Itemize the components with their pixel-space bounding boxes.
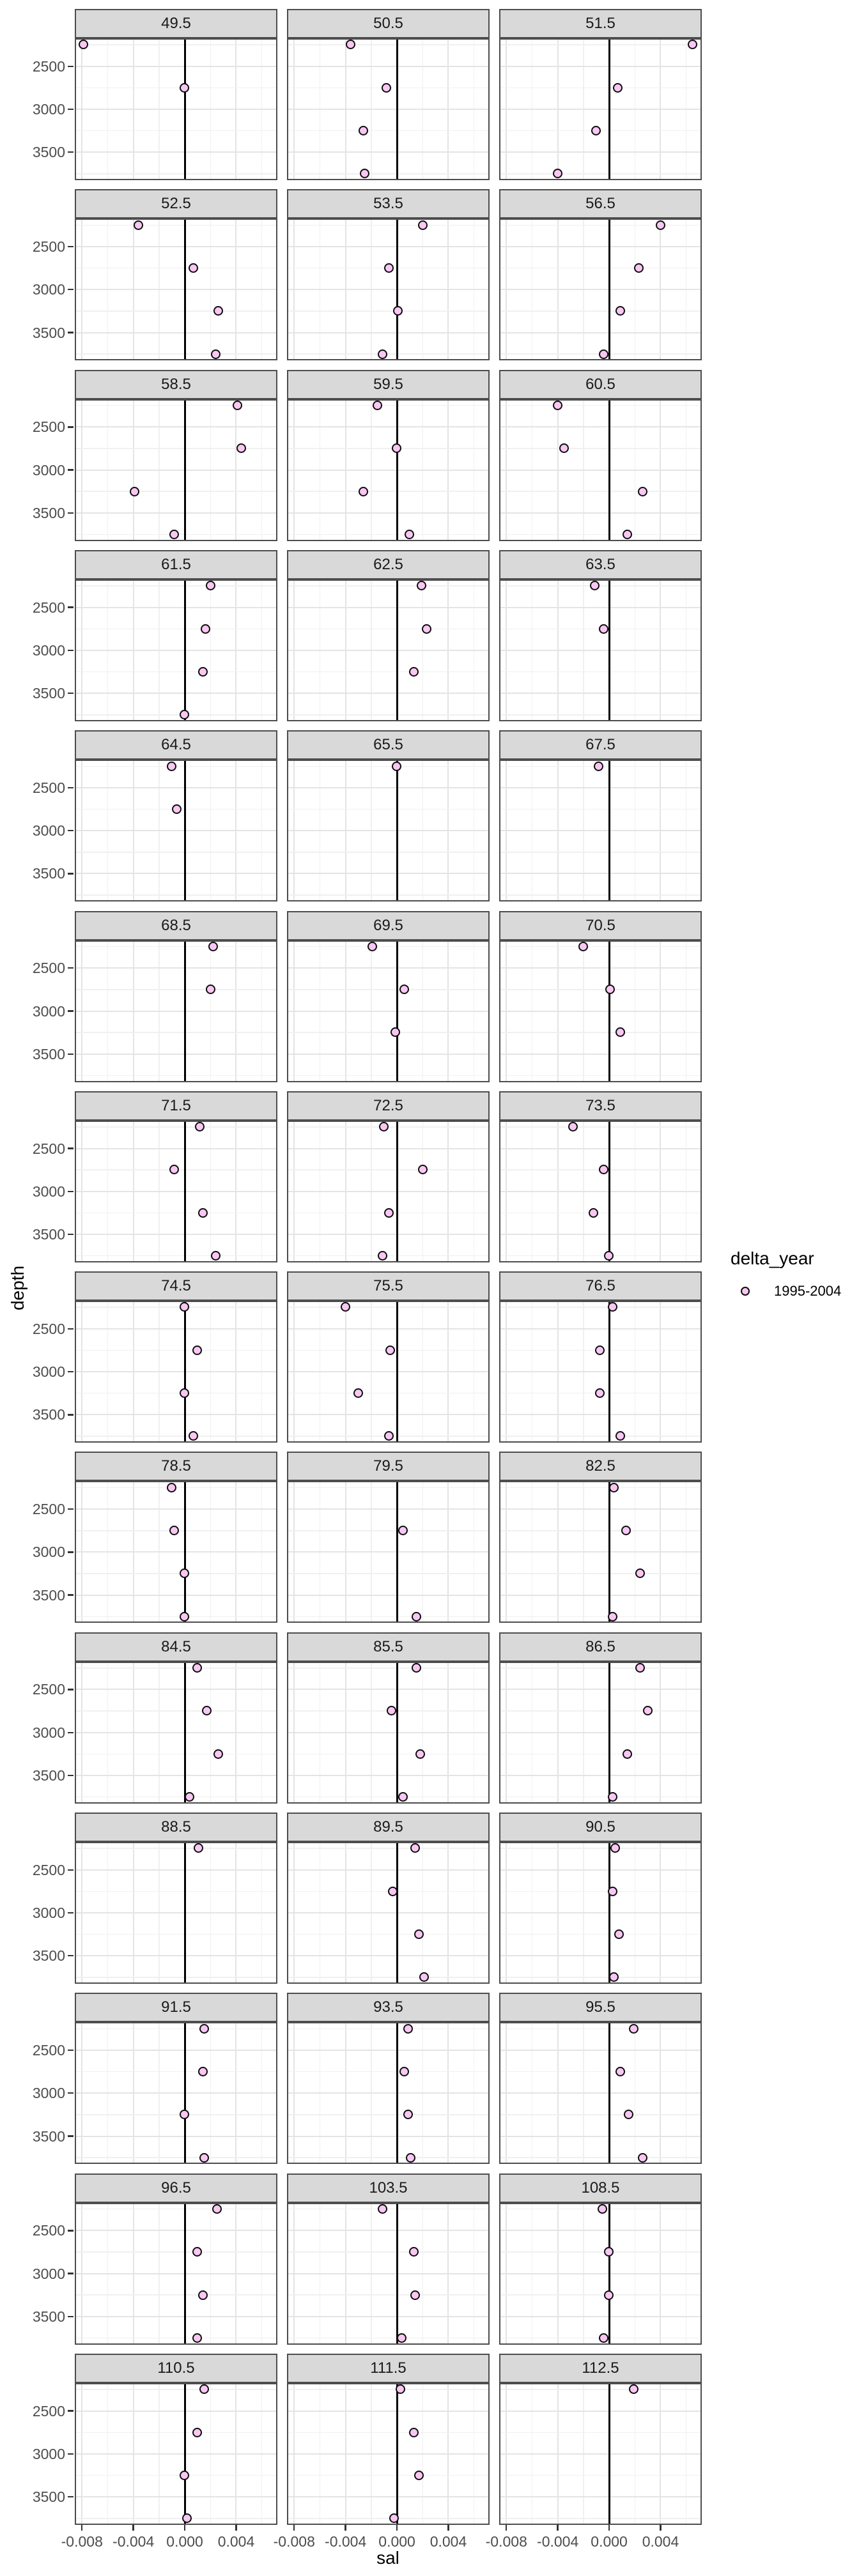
- y-tick-label: 3000: [32, 2445, 65, 2462]
- x-tick-label: 0.004: [217, 2533, 255, 2550]
- facet-strip-label: 111.5: [370, 2359, 406, 2377]
- x-tick-label: -0.004: [537, 2533, 579, 2550]
- x-tick-mark: [506, 2525, 507, 2531]
- y-tick-label: 2500: [32, 960, 65, 977]
- y-tick-label: 3500: [32, 2308, 65, 2325]
- y-tick-mark: [68, 830, 74, 831]
- facet-panel-border: [75, 218, 277, 360]
- facet-strip: [287, 1813, 490, 1842]
- facet-panel-border: [75, 2203, 277, 2345]
- y-tick-mark: [68, 426, 74, 427]
- facet-strip: [499, 1993, 702, 2022]
- facet-panel: [287, 2022, 490, 2164]
- y-tick-label: 3500: [32, 1586, 65, 1604]
- facet-panel: [499, 760, 702, 901]
- y-tick-label: 3500: [32, 685, 65, 702]
- facet-strip-label: 68.5: [161, 916, 191, 934]
- y-tick-label: 3000: [32, 1544, 65, 1561]
- facet-strip: [75, 730, 277, 760]
- facet-strip-label: 84.5: [161, 1637, 191, 1655]
- facet-strip-label: 51.5: [585, 15, 615, 32]
- legend-item-label: 1995-2004: [774, 1283, 842, 1299]
- facet-panel-border: [287, 1481, 490, 1623]
- y-tick-mark: [68, 1732, 74, 1733]
- facet-strip: [75, 1632, 277, 1662]
- y-tick-label: 2500: [32, 1320, 65, 1337]
- y-tick-label: 2500: [32, 238, 65, 256]
- facet-strip-label: 103.5: [369, 2179, 408, 2196]
- y-tick-label: 3000: [32, 1363, 65, 1381]
- y-tick-mark: [68, 246, 74, 247]
- facet-strip-label: 67.5: [585, 736, 615, 754]
- facet-strip: [287, 1452, 490, 1481]
- facet-panel-border: [75, 1481, 277, 1623]
- x-axis-title: sal: [376, 2548, 399, 2568]
- y-tick-label: 3000: [32, 641, 65, 659]
- facet-strip: [287, 1271, 490, 1301]
- facet-panel-border: [287, 940, 490, 1082]
- facet-panel: [75, 2203, 277, 2345]
- x-tick-label: -0.004: [112, 2533, 155, 2550]
- y-tick-label: 2500: [32, 1861, 65, 1878]
- facet-strip: [287, 911, 490, 940]
- facet-panel: [287, 38, 490, 180]
- facet-strip-label: 52.5: [161, 195, 191, 213]
- facet-panel-border: [499, 2022, 702, 2164]
- facet-panel: [75, 940, 277, 1082]
- y-tick-mark: [68, 151, 74, 153]
- facet-panel: [75, 579, 277, 721]
- y-tick-mark: [68, 289, 74, 290]
- facet-strip-label: 89.5: [373, 1818, 403, 1836]
- facet-strip-label: 64.5: [161, 736, 191, 754]
- facet-panel-border: [287, 760, 490, 901]
- x-tick-mark: [81, 2525, 82, 2531]
- facet-panel-border: [75, 399, 277, 541]
- y-tick-label: 3500: [32, 1045, 65, 1062]
- facet-panel: [499, 1301, 702, 1443]
- y-tick-label: 3500: [32, 1406, 65, 1423]
- facet-panel: [287, 579, 490, 721]
- facet-panel: [499, 1842, 702, 1984]
- facet-panel-border: [75, 1662, 277, 1804]
- facet-strip-label: 73.5: [585, 1096, 615, 1114]
- facet-strip-label: 56.5: [585, 195, 615, 213]
- facet-strip-label: 49.5: [161, 15, 191, 32]
- facet-panel: [499, 1121, 702, 1262]
- facet-strip-label: 96.5: [161, 2179, 191, 2196]
- y-tick-label: 3500: [32, 2488, 65, 2506]
- facet-panel: [287, 760, 490, 901]
- facet-panel: [287, 399, 490, 541]
- facet-panel-border: [75, 1301, 277, 1443]
- y-tick-mark: [68, 1955, 74, 1956]
- facet-panel-border: [287, 218, 490, 360]
- facet-panel-border: [499, 399, 702, 541]
- y-tick-mark: [68, 873, 74, 874]
- facet-panel: [499, 2203, 702, 2345]
- facet-panel: [287, 218, 490, 360]
- facet-panel: [499, 1481, 702, 1623]
- facet-panel-border: [499, 1301, 702, 1443]
- facet-panel: [287, 940, 490, 1082]
- y-tick-mark: [68, 1689, 74, 1690]
- x-tick-label: 0.004: [430, 2533, 467, 2550]
- facet-panel: [499, 579, 702, 721]
- legend-title: delta_year: [731, 1248, 814, 1268]
- facet-panel: [75, 2022, 277, 2164]
- facet-panel: [287, 2383, 490, 2525]
- x-tick-mark: [235, 2525, 236, 2531]
- y-tick-mark: [68, 512, 74, 514]
- y-tick-label: 2500: [32, 2402, 65, 2419]
- facet-strip: [499, 1091, 702, 1121]
- x-tick-label: -0.008: [61, 2533, 103, 2550]
- y-tick-label: 2500: [32, 779, 65, 796]
- facet-panel: [75, 399, 277, 541]
- facet-strip: [499, 550, 702, 579]
- x-tick-label: -0.008: [273, 2533, 315, 2550]
- facet-panel: [499, 2022, 702, 2164]
- y-tick-label: 2500: [32, 1681, 65, 1698]
- facet-panel-border: [75, 1121, 277, 1262]
- facet-panel: [75, 38, 277, 180]
- facet-strip-label: 85.5: [373, 1637, 403, 1655]
- facet-strip-label: 63.5: [585, 555, 615, 573]
- facet-panel: [75, 218, 277, 360]
- y-tick-mark: [68, 693, 74, 694]
- y-tick-mark: [68, 66, 74, 67]
- facet-panel-border: [75, 940, 277, 1082]
- y-tick-label: 3000: [32, 2265, 65, 2282]
- facet-strip: [287, 189, 490, 218]
- y-tick-mark: [68, 2410, 74, 2411]
- facet-panel-border: [75, 760, 277, 901]
- facet-panel-border: [287, 38, 490, 180]
- y-tick-label: 3500: [32, 1226, 65, 1243]
- facet-strip: [75, 370, 277, 399]
- facet-strip: [287, 370, 490, 399]
- facet-strip-label: 93.5: [373, 1998, 403, 2016]
- y-tick-mark: [68, 2453, 74, 2455]
- facet-strip-label: 110.5: [157, 2359, 195, 2377]
- facet-strip-label: 95.5: [585, 1998, 615, 2016]
- facet-strip-label: 69.5: [373, 916, 403, 934]
- y-tick-label: 3500: [32, 144, 65, 161]
- y-tick-label: 2500: [32, 2042, 65, 2059]
- facet-strip-label: 76.5: [585, 1277, 615, 1295]
- facet-strip: [499, 189, 702, 218]
- y-tick-mark: [68, 332, 74, 333]
- y-tick-mark: [68, 787, 74, 788]
- facet-strip: [499, 730, 702, 760]
- facet-panel-border: [499, 218, 702, 360]
- facet-strip-label: 72.5: [373, 1096, 403, 1114]
- facet-strip-label: 70.5: [585, 916, 615, 934]
- y-tick-mark: [68, 2092, 74, 2094]
- y-tick-label: 3000: [32, 1724, 65, 1741]
- y-tick-mark: [68, 1328, 74, 1330]
- facet-strip: [287, 1632, 490, 1662]
- facet-panel-border: [75, 2383, 277, 2525]
- y-tick-label: 3000: [32, 281, 65, 298]
- x-tick-mark: [608, 2525, 610, 2531]
- y-tick-label: 2500: [32, 57, 65, 75]
- facet-panel-border: [75, 2022, 277, 2164]
- facet-strip-label: 71.5: [161, 1096, 191, 1114]
- facet-strip: [499, 2174, 702, 2203]
- facet-strip-label: 90.5: [585, 1818, 615, 1836]
- y-tick-mark: [68, 2316, 74, 2317]
- facet-strip: [287, 1091, 490, 1121]
- facet-strip-label: 112.5: [582, 2359, 619, 2377]
- facet-strip: [75, 1271, 277, 1301]
- facet-panel-border: [499, 2203, 702, 2345]
- facet-strip-label: 65.5: [373, 736, 403, 754]
- y-tick-label: 3000: [32, 461, 65, 479]
- facet-panel-border: [499, 1121, 702, 1262]
- facet-panel: [499, 1662, 702, 1804]
- facet-panel-border: [75, 38, 277, 180]
- y-tick-label: 2500: [32, 1140, 65, 1157]
- facet-strip: [75, 550, 277, 579]
- y-tick-label: 2500: [32, 2222, 65, 2239]
- y-tick-mark: [68, 2050, 74, 2051]
- y-tick-mark: [68, 967, 74, 969]
- x-tick-mark: [184, 2525, 185, 2531]
- facet-panel-border: [287, 1301, 490, 1443]
- y-tick-mark: [68, 2496, 74, 2497]
- y-tick-label: 3000: [32, 101, 65, 118]
- facet-panel: [75, 1842, 277, 1984]
- x-tick-mark: [344, 2525, 346, 2531]
- y-tick-label: 3500: [32, 865, 65, 882]
- facet-strip: [75, 2354, 277, 2383]
- facet-strip-label: 79.5: [373, 1457, 403, 1475]
- y-tick-label: 2500: [32, 1501, 65, 1518]
- x-tick-label: -0.008: [485, 2533, 527, 2550]
- facet-strip-label: 86.5: [585, 1637, 615, 1655]
- facet-strip: [499, 911, 702, 940]
- facet-strip-label: 62.5: [373, 555, 403, 573]
- facet-panel-border: [499, 38, 702, 180]
- facet-panel: [75, 1662, 277, 1804]
- x-tick-label: 0.000: [166, 2533, 203, 2550]
- facet-panel: [499, 399, 702, 541]
- facet-strip: [75, 1993, 277, 2022]
- y-tick-mark: [68, 1010, 74, 1011]
- y-tick-mark: [68, 1508, 74, 1510]
- facet-strip: [75, 9, 277, 38]
- facet-strip-label: 53.5: [373, 195, 403, 213]
- y-tick-label: 3500: [32, 504, 65, 521]
- facet-strip-label: 75.5: [373, 1277, 403, 1295]
- y-tick-mark: [68, 469, 74, 470]
- x-tick-label: 0.000: [591, 2533, 628, 2550]
- y-tick-mark: [68, 2135, 74, 2136]
- facet-panel-border: [499, 579, 702, 721]
- facet-strip: [287, 9, 490, 38]
- facet-panel-border: [287, 399, 490, 541]
- facet-panel: [499, 2383, 702, 2525]
- y-tick-mark: [68, 1775, 74, 1776]
- y-tick-label: 2500: [32, 418, 65, 436]
- facet-strip-label: 74.5: [161, 1277, 191, 1295]
- facet-strip: [499, 1271, 702, 1301]
- facet-strip-label: 91.5: [161, 1998, 191, 2016]
- y-tick-mark: [68, 1371, 74, 1372]
- facet-panel-border: [287, 2022, 490, 2164]
- facet-strip: [287, 2174, 490, 2203]
- y-tick-mark: [68, 2273, 74, 2274]
- y-tick-label: 3500: [32, 2128, 65, 2145]
- facet-strip: [499, 1452, 702, 1481]
- facet-panel-border: [287, 1121, 490, 1262]
- facet-panel-border: [287, 2383, 490, 2525]
- facet-panel: [75, 1121, 277, 1262]
- facet-strip-label: 59.5: [373, 375, 403, 393]
- y-tick-mark: [68, 1147, 74, 1149]
- facet-panel-border: [287, 1662, 490, 1804]
- facet-panel-border: [287, 579, 490, 721]
- facet-panel: [287, 1842, 490, 1984]
- y-tick-label: 3000: [32, 1002, 65, 1020]
- facet-panel-border: [287, 1842, 490, 1984]
- y-tick-mark: [68, 1414, 74, 1415]
- x-tick-mark: [447, 2525, 449, 2531]
- facet-panel-border: [287, 2203, 490, 2345]
- x-tick-mark: [660, 2525, 661, 2531]
- y-tick-label: 3500: [32, 1947, 65, 1965]
- facet-panel-border: [499, 1662, 702, 1804]
- facet-panel-border: [499, 1842, 702, 1984]
- legend: [731, 1248, 858, 1300]
- facet-strip: [499, 2354, 702, 2383]
- x-tick-mark: [293, 2525, 295, 2531]
- facet-strip: [75, 189, 277, 218]
- facet-strip: [75, 2174, 277, 2203]
- y-tick-mark: [68, 2230, 74, 2231]
- y-tick-mark: [68, 1191, 74, 1192]
- facet-strip-label: 58.5: [161, 375, 191, 393]
- facet-strip: [75, 1452, 277, 1481]
- facet-strip: [75, 1813, 277, 1842]
- facet-strip: [287, 1993, 490, 2022]
- facet-panel: [287, 1662, 490, 1804]
- y-tick-mark: [68, 1869, 74, 1871]
- y-tick-mark: [68, 650, 74, 651]
- y-tick-mark: [68, 1551, 74, 1552]
- y-tick-label: 2500: [32, 599, 65, 616]
- y-tick-label: 3500: [32, 1767, 65, 1784]
- facet-strip-label: 50.5: [373, 15, 403, 32]
- facet-strip: [75, 1091, 277, 1121]
- legend-item: [731, 1283, 858, 1300]
- y-tick-label: 3000: [32, 1905, 65, 1921]
- legend-open-circle-icon: [741, 1287, 750, 1296]
- x-tick-label: 0.004: [642, 2533, 679, 2550]
- facet-panel-border: [499, 1481, 702, 1623]
- facet-panel: [75, 2383, 277, 2525]
- facet-panel-border: [499, 760, 702, 901]
- x-tick-mark: [396, 2525, 398, 2531]
- facet-panel: [287, 1121, 490, 1262]
- facet-panel: [75, 760, 277, 901]
- x-tick-label: 0.000: [378, 2533, 415, 2550]
- facet-strip-label: 108.5: [581, 2179, 620, 2196]
- facet-panel: [499, 218, 702, 360]
- facet-panel: [499, 940, 702, 1082]
- y-tick-mark: [68, 1912, 74, 1913]
- facet-strip-label: 60.5: [585, 375, 615, 393]
- y-tick-label: 3500: [32, 324, 65, 341]
- y-tick-mark: [68, 1594, 74, 1595]
- facet-panel: [287, 2203, 490, 2345]
- facet-strip-label: 88.5: [161, 1818, 191, 1836]
- facet-panel-border: [499, 2383, 702, 2525]
- facet-strip: [287, 550, 490, 579]
- facet-panel: [287, 1301, 490, 1443]
- y-axis-title: depth: [8, 1265, 27, 1311]
- facet-panel-border: [75, 1842, 277, 1984]
- facet-panel-border: [499, 940, 702, 1082]
- facet-panel: [287, 1481, 490, 1623]
- facet-strip: [499, 1632, 702, 1662]
- y-tick-mark: [68, 109, 74, 110]
- facet-strip: [499, 370, 702, 399]
- facet-panel-border: [75, 579, 277, 721]
- facet-panel: [75, 1481, 277, 1623]
- facet-panel: [499, 38, 702, 180]
- y-tick-mark: [68, 606, 74, 608]
- y-tick-mark: [68, 1234, 74, 1235]
- facet-strip: [287, 2354, 490, 2383]
- y-tick-label: 3000: [32, 2085, 65, 2102]
- y-tick-label: 3000: [32, 822, 65, 839]
- x-tick-mark: [557, 2525, 558, 2531]
- facet-strip-label: 78.5: [161, 1457, 191, 1475]
- y-tick-mark: [68, 1054, 74, 1055]
- facet-strip: [287, 730, 490, 760]
- x-tick-label: -0.004: [325, 2533, 367, 2550]
- facet-panel: [75, 1301, 277, 1443]
- facet-strip-label: 61.5: [161, 555, 191, 573]
- facet-strip: [499, 9, 702, 38]
- y-tick-label: 3000: [32, 1183, 65, 1200]
- facet-strip: [75, 911, 277, 940]
- x-tick-mark: [132, 2525, 134, 2531]
- facet-strip: [499, 1813, 702, 1842]
- facet-strip-label: 82.5: [585, 1457, 615, 1475]
